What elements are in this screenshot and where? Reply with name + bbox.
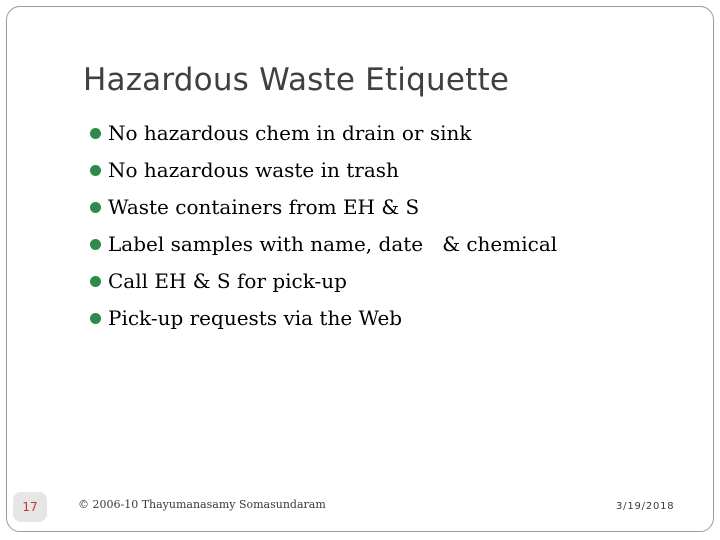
footer-date: 3/19/2018 — [616, 501, 675, 512]
bullet-item — [90, 155, 557, 192]
bullet-dot-icon — [90, 276, 101, 287]
slide-number: 17 — [13, 492, 47, 522]
bullet-dot-icon — [90, 165, 101, 176]
bullet-text: Label samples with name, date & chemical — [108, 232, 558, 256]
bullet-item — [90, 303, 557, 340]
bullet-dot-icon — [90, 128, 101, 139]
bullet-text: No hazardous waste in trash — [108, 158, 399, 182]
bullet-text: Waste containers from EH & S — [108, 195, 420, 219]
bullet-item — [90, 229, 557, 266]
bullet-text: Call EH & S for pick-up — [108, 269, 347, 293]
bullet-text: No hazardous chem in drain or sink — [108, 121, 472, 145]
bullet-item — [90, 192, 557, 229]
bullet-dot-icon — [90, 239, 101, 250]
slide-title: Hazardous Waste Etiquette — [83, 62, 510, 98]
bullet-list — [90, 118, 557, 340]
bullet-text: Pick-up requests via the Web — [108, 306, 403, 330]
bullet-dot-icon — [90, 202, 101, 213]
footer-copyright: © 2006-10 Thayumanasamy Somasundaram — [78, 498, 326, 511]
bullet-item — [90, 118, 557, 155]
bullet-item — [90, 266, 557, 303]
bullet-dot-icon — [90, 313, 101, 324]
